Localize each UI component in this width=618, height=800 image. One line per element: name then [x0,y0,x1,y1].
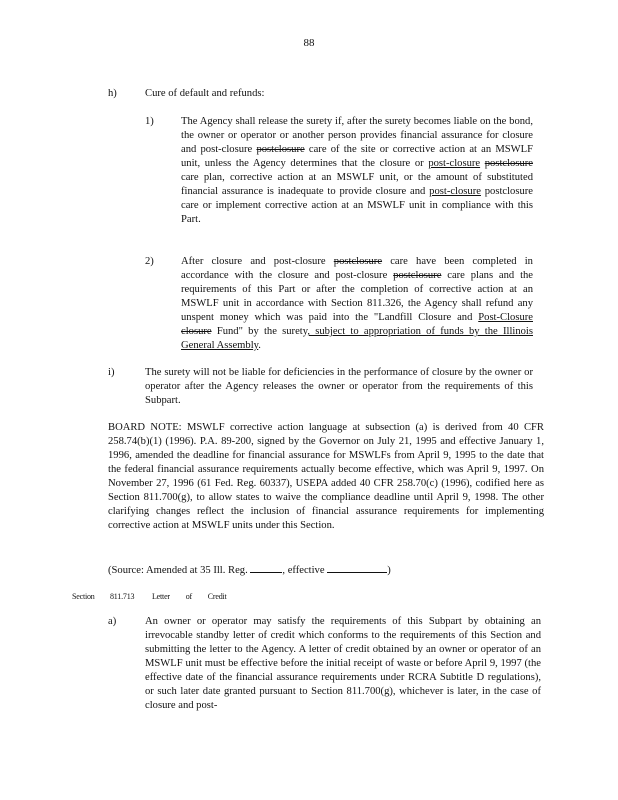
subsection-i-label: i) [108,367,115,378]
blank-effective [327,561,387,573]
underline-post-closure: post-closure [429,186,481,197]
section-number: 811.713 [110,592,135,601]
strike-postclosure: postclosure [484,158,533,169]
subsection-i-text: The surety will not be liable for deficiencies in the performance of closure by the owner or operator after the Agency releases the owner or operator from the requirements of this Subpart. [145,367,533,406]
subsection-a-text: An owner or operator may satisfy the requirements of this Subpart by obtaining an irrevocable standby letter of credit which conforms to the requirements of this Section and submitting the letter to the Agency. A letter of credit obtained by an owner or operator of an MSWLF unit must be effective before the initial receipt of waste or before April 9, 1997 (the effective date of the financial assurance requirements under RCRA Subtitle D regulations), or such later date granted pursuant to Section 811.700(g), whichever is later, in the case of closure and post- [145,616,541,711]
underline-post-closure: post-closure [428,158,481,169]
source-line: (Source: Amended at 35 Ill. Reg. , effective ) [108,561,391,578]
item-h1-label: 1) [145,116,154,127]
subsection-h-label: h) [108,88,117,99]
item-h2-label: 2) [145,256,154,267]
board-note: BOARD NOTE: MSWLF corrective action language at subsection (a) is derived from 40 CFR 258.74(b)(1) (1996). P.A. 89-200, signed by the Governor on July 21, 1995 and effective January 1, 1996, amended the deadline for financial assurance for MSWLFs from April 9, 1995 to the date that the federal financial assurance requirements actually become effective, which was April 9, 1997. On November 27, 1996 (61 Fed. Reg. 60337), USEPA added 40 CFR 258.70(c) (1996), codified here as Section 811.700(g), to allow states to waive the compliance deadline until April 9, 1998. The other clarifying changes reflect the inclusion of financial assurance requirements for implementing corrective action at MSWLF units under this Section. [108,422,544,531]
strike-postclosure: postclosure [256,144,305,155]
strike-closure: closure [181,326,212,337]
subsection-a-label: a) [108,616,117,627]
item-h1-text: The Agency shall release the surety if, after the surety becomes liable on the bond, the owner or operator or another person provides financial assurance for closure and post-closure postclosure care of the site or corrective action at an MSWLF unit, unless the Agency determines that the closure or post-closure postclosure care plan, corrective action at an MSWLF unit, or the amount of substituted financial assurance is inadequate to provide closure and post-closure postclosure care or implement corrective action at an MSWLF unit in compliance with this Part. [181,116,533,225]
subsection-h-title: Cure of default and refunds: [145,88,265,99]
item-h2-text: After closure and post-closure postclosure care have been completed in accordance with the closure and post-closure postclosure care plans and the requirements of this Part or after the completion of corrective action at an MSWLF unit in accordance with Section 811.326, the Agency shall refund any unspent money which was paid into the "Landfill Closure and Post-Closure closure Fund" by the surety, subject to appropriation of funds by the Illinois General Assembly. [181,256,534,351]
page-number: 88 [303,37,315,49]
underline-appropriation: , subject to appropriation of funds by the Illinois General Assembly [181,326,533,351]
strike-postclosure: postclosure [333,256,383,267]
strike-postclosure: postclosure [393,270,442,281]
blank-reg [250,561,282,573]
section-title: Letter of Credit [152,592,227,601]
underline-post-closure: Post-Closure [478,312,533,323]
section-label: Section [72,592,95,601]
